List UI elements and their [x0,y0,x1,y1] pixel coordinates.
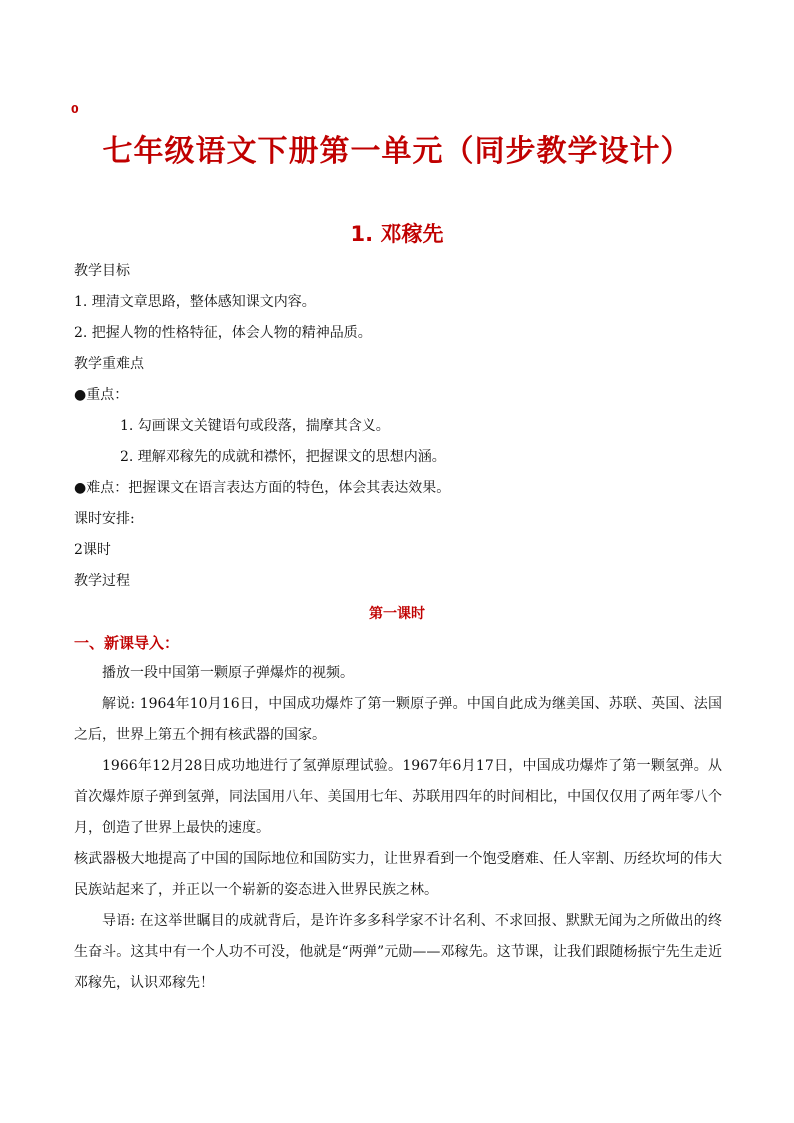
goals-heading: 教学目标 [74,263,130,279]
page-marker: 0 [71,103,79,116]
key-points-label: ●重点： [74,387,129,403]
paragraph: 导语: 在这举世瞩目的成就背后，是许许多多科学家不计名利、不求回报、默默无闻为之所做出的终生奋斗。这其中有一个人功不可没，他就是“两弹”元勋——邓稼先。这节课，让我们跟随杨振宁先生走近邓稼先，认识邓稼先！ [74,913,722,991]
key-point-item: 2. 理解邓稼先的成就和襟怀，把握课文的思想内涵。 [120,449,446,465]
goal-item: 1. 理清文章思路，整体感知课文内容。 [74,294,316,310]
paragraph: 1966年12月28日成功地进行了氢弹原理试验。1967年6月17日，中国成功爆炸了第一颗氢弹。从首次爆炸原子弹到氢弹，同法国用八年、美国用七年、苏联用四年的时间相比，中国仅仅用了两年零八个月，创造了世界上最快的速度。 [74,758,722,836]
lesson-title: 1. 邓稼先 [350,222,444,246]
key-point-item: 1. 勾画课文关键语句或段落，揣摩其含义。 [120,418,390,434]
paragraph: 播放一段中国第一颗原子弹爆炸的视频。 [102,665,354,681]
goal-item: 2. 把握人物的性格特征，体会人物的精神品质。 [74,325,372,341]
document-title: 七年级语文下册第一单元（同步教学设计） [102,134,692,169]
difficult-point-line: ●难点：把握课文在语言表达方面的特色，体会其表达效果。 [74,480,451,496]
section-title: 一、新课导入： [74,634,180,652]
schedule-heading: 课时安排: [74,511,135,527]
difficulties-heading: 教学重难点 [74,356,144,372]
paragraph: 核武器极大地提高了中国的国际地位和国防实力，让世界看到一个饱受磨难、任人宰割、历经坎坷的伟大民族站起来了，并正以一个崭新的姿态进入世界民族之林。 [74,851,722,898]
paragraph: 解说: 1964年10月16日，中国成功爆炸了第一颗原子弹。中国自此成为继美国、苏联、英国、法国之后，世界上第五个拥有核武器的国家。 [74,696,722,743]
period-title: 第一课时 [369,606,425,622]
process-heading: 教学过程 [74,573,130,589]
schedule-value: 2课时 [74,542,111,558]
